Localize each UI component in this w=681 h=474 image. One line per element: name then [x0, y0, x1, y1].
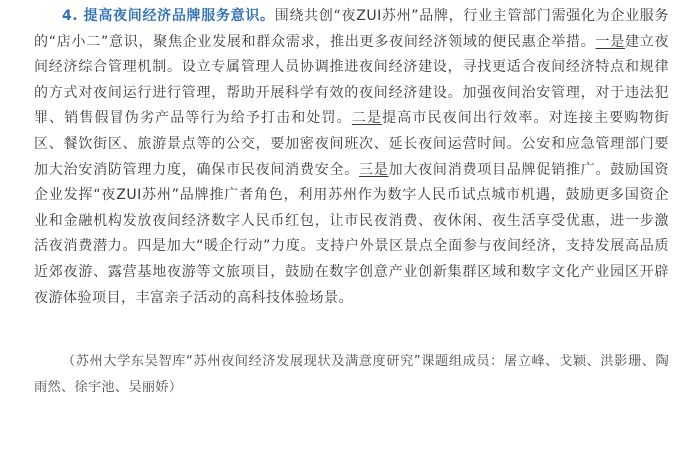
point-1-label: 一是 [595, 33, 626, 50]
point-2-text: 提高市民夜间出行效率。对连接主要购物街区、餐饮街区、旅游景点等的公交，要加密夜间班次、延长夜间运营时间。公安和应急管理部门要加大治安消防管理力度，确保市民夜间消费安全。 [34, 110, 670, 178]
intro-text: 围绕共创“夜ZUI苏州”品牌，行业主管部门需强化为企业服务的“店小二”意识，聚焦企业发展和群众需求，推出更多夜间经济领域的便民惠企举措。 [34, 8, 669, 50]
author-credit: （苏州大学东吴智库“苏州夜间经济发展现状及满意度研究”课题组成员：屠立峰、戈颖、洪影珊、陶雨然、徐宇池、吴丽娇） [34, 354, 669, 395]
point-2-label: 二是 [351, 110, 383, 127]
point-3-text: 加大夜间消费项目品牌促销推广。鼓励国资企业发挥“夜ZUI苏州”品牌推广者角色，利用苏州作为数字人民币试点城市机遇，鼓励更多国资企业和金融机构发放夜间经济数字人民币红包，让市民夜消费、夜休闲、夜生活享受优惠，进一步激活夜消费潜力。四是加大“暖企行动”力度。支持户外景区景点全面参与夜间经济，支持发展高品质近郊夜游、露营基地夜游等文旅项目，鼓励在数字创意产业创新集群区域和数字文化产业园区开辟夜游体验项目，丰富亲子活动的高科技体验场景。 [34, 161, 670, 306]
point-3-label: 三是 [359, 161, 389, 178]
point-1-text: 建立夜间经济综合管理机制。设立专属管理人员协调推进夜间经济建设，寻找更适合夜间经济特点和规律的方式对夜间运行进行管理，帮助开展科学有效的夜间经济建设。加强夜间治安管理，对于违法犯罪、销售假冒伪劣产品等行为给予打击和处罚。 [34, 33, 670, 127]
section-heading: 4. 提高夜间经济品牌服务意识。 [62, 8, 275, 24]
section-4-paragraph [34, 4, 669, 311]
